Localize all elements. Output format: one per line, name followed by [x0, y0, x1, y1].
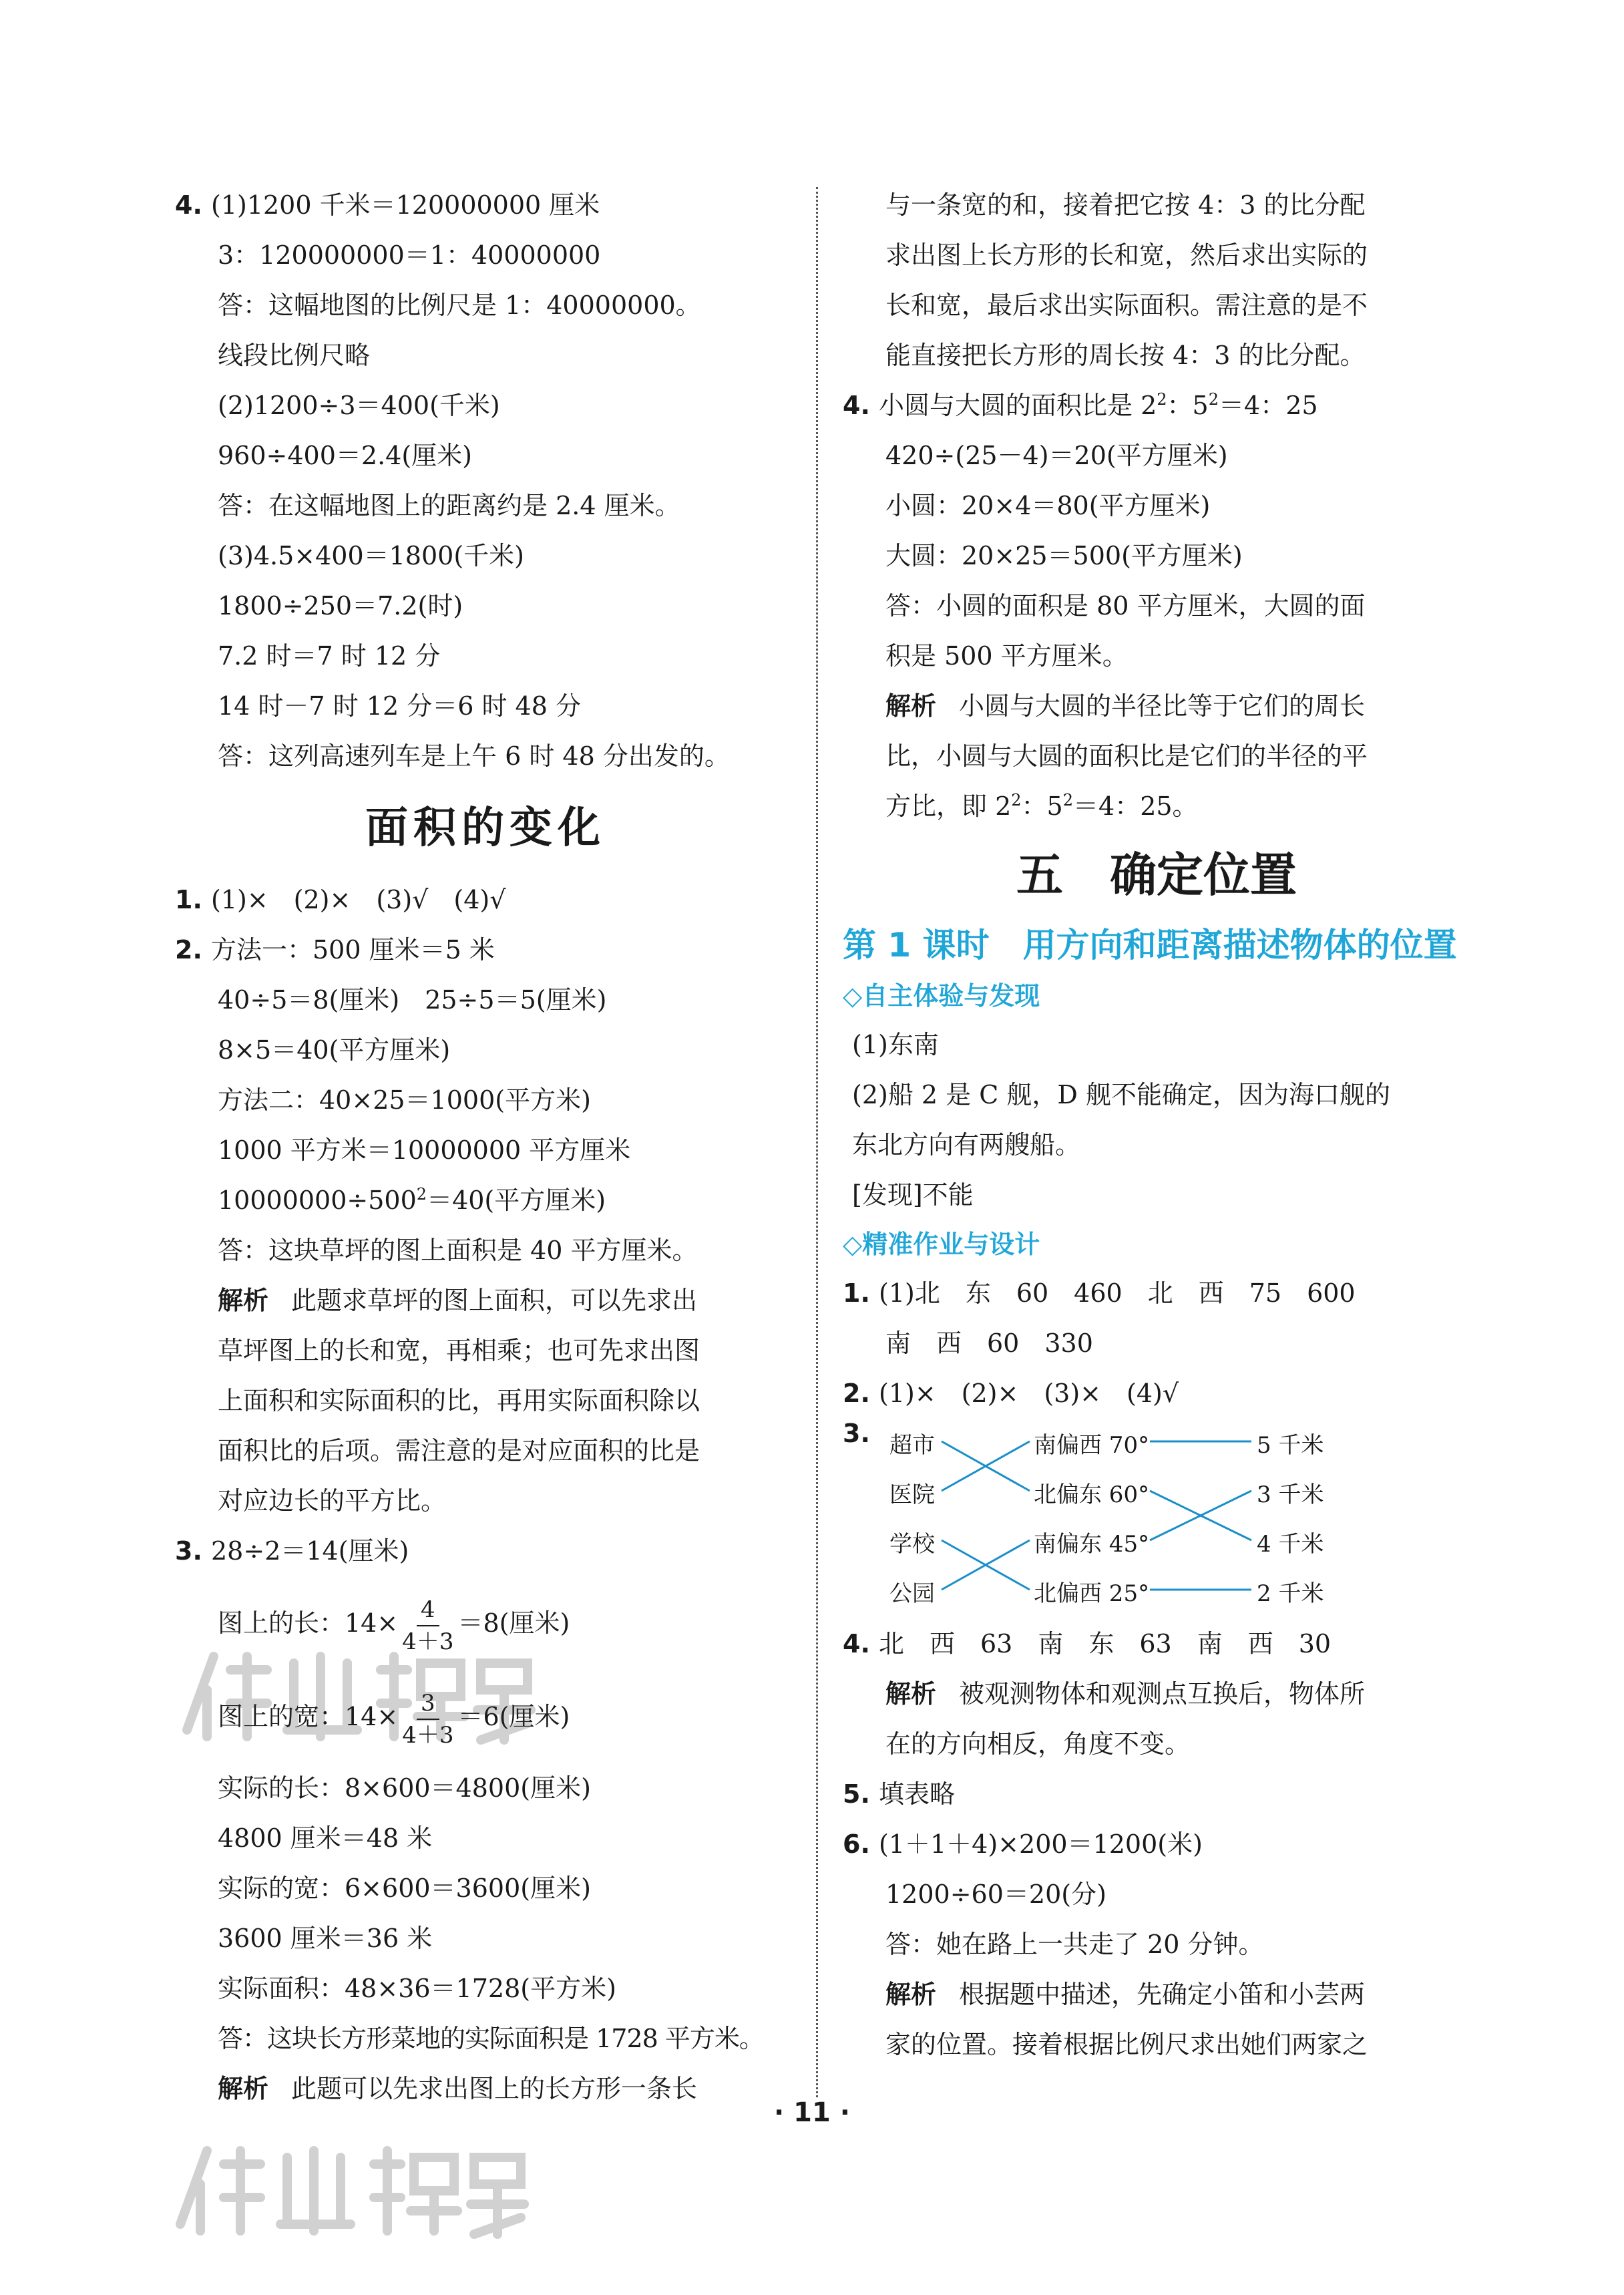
place-label: 医院 — [889, 1481, 935, 1508]
answer-line: 3：120000000＝1：40000000 — [218, 240, 601, 270]
line-text: ：5 — [1167, 391, 1209, 420]
subsection-heading: ◇精准作业与设计 — [843, 1230, 1040, 1259]
question-number: 3. — [175, 1536, 202, 1566]
line-text: 根据题中描述，先确定小笛和小芸两 — [959, 1980, 1366, 2009]
line-text: ：5 — [1021, 791, 1063, 821]
answer-line: 南 西 60 330 — [885, 1329, 1093, 1358]
analysis-line — [843, 1669, 1470, 1719]
answer-line: 14 时－7 时 12 分＝6 时 48 分 — [218, 691, 581, 721]
answer-line — [175, 1526, 796, 1576]
analysis-tag: 解析 — [885, 1980, 937, 2009]
question-number: 6. — [843, 1829, 870, 1859]
answer-line: 40÷5＝8(厘米) 25÷5＝5(厘米) — [218, 985, 607, 1015]
column-divider — [816, 187, 818, 2097]
analysis-tag: 解析 — [885, 1679, 937, 1709]
answer-line: 420÷(25－4)＝20(平方厘米) — [885, 441, 1228, 470]
chapter-title: 五 确定位置 — [1016, 848, 1297, 902]
answer-line — [175, 180, 796, 230]
right-column — [843, 180, 1470, 2070]
lesson-title: 第 1 课时 用方向和距离描述物体的位置 — [843, 926, 1457, 964]
direction-label: 北偏西 25° — [1034, 1580, 1150, 1607]
exponent: 2 — [1011, 791, 1022, 810]
answer-line: 方法二：40×25＝1000(平方米) — [218, 1085, 591, 1115]
question-number: 2. — [843, 1379, 870, 1408]
analysis-line: 在的方向相反，角度不变。 — [885, 1729, 1191, 1759]
line-text: 北 西 63 南 东 63 南 西 30 — [879, 1629, 1332, 1658]
line-text: 被观测物体和观测点互换后，物体所 — [959, 1679, 1366, 1709]
answer-line — [843, 1619, 1470, 1669]
analysis-line — [843, 1970, 1470, 2020]
question-number: 4. — [843, 1629, 870, 1658]
line-text: ＝4：25。 — [1073, 791, 1198, 821]
answer-line: 答：这列高速列车是上午 6 时 48 分出发的。 — [218, 741, 730, 771]
line-text: 填表略 — [879, 1779, 956, 1809]
answer-line: 1200÷60＝20(分) — [885, 1880, 1106, 1909]
exponent: 2 — [416, 1185, 427, 1204]
answer-line: 实际的宽：6×600＝3600(厘米) — [218, 1874, 591, 1903]
line-text: 此题求草坪的图上面积，可以先求出 — [291, 1286, 698, 1315]
answer-line: 答：这幅地图的比例尺是 1：40000000。 — [218, 291, 701, 320]
question-number: 4. — [843, 391, 870, 420]
answer-line — [843, 381, 1470, 431]
exponent: 2 — [1062, 791, 1074, 810]
answer-line: 答：这块草坪的图上面积是 40 平方厘米。 — [218, 1236, 698, 1265]
answer-line: (1)东南 — [852, 1030, 939, 1059]
watermark-logo — [167, 1630, 541, 1750]
analysis-line — [843, 781, 1470, 832]
question-number: 1. — [843, 1278, 870, 1308]
analysis-line: 家的位置。接着根据比例尺求出她们两家之 — [885, 2030, 1368, 2059]
line-text: 28÷2＝14(厘米) — [211, 1536, 409, 1566]
watermark-logo — [160, 2124, 534, 2244]
analysis-line: 面积比的后项。需注意的是对应面积的比是 — [218, 1436, 700, 1465]
answer-line: 答：小圆的面积是 80 平方厘米，大圆的面 — [885, 591, 1366, 621]
answer-line: 积是 500 平方厘米。 — [885, 641, 1128, 671]
answer-line: 实际的长：8×600＝4800(厘米) — [218, 1773, 591, 1803]
line-text: 小圆与大圆的半径比等于它们的周长 — [959, 691, 1366, 721]
line-text: ＝4：25 — [1219, 391, 1318, 420]
analysis-line: 能直接把长方形的周长按 4：3 的比分配。 — [885, 341, 1366, 370]
numerator: 3 — [417, 1688, 439, 1720]
direction-label: 南偏东 45° — [1034, 1531, 1150, 1558]
analysis-line: 求出图上长方形的长和宽，然后求出实际的 — [885, 240, 1368, 270]
place-label: 公园 — [889, 1580, 935, 1607]
answer-line: 答：她在路上一共走了 20 分钟。 — [885, 1930, 1264, 1959]
analysis-line: 比，小圆与大圆的面积比是它们的半径的平 — [885, 741, 1368, 771]
analysis-tag: 解析 — [885, 691, 937, 721]
analysis-line: 对应边长的平方比。 — [218, 1486, 447, 1516]
line-text: 小圆与大圆的面积比是 2 — [879, 391, 1157, 420]
answer-line: 3600 厘米＝36 米 — [218, 1924, 433, 1953]
answer-line — [175, 1176, 796, 1226]
direction-label: 北偏东 60° — [1034, 1481, 1150, 1508]
subsection-heading: ◇自主体验与发现 — [843, 981, 1040, 1011]
answer-line — [843, 1819, 1470, 1870]
line-text: ＝40(平方厘米) — [427, 1186, 606, 1215]
answer-line: 960÷400＝2.4(厘米) — [218, 441, 472, 470]
page-number: · 11 · — [774, 2097, 850, 2128]
answer-line: 1000 平方米＝10000000 平方厘米 — [218, 1135, 631, 1165]
distance-label: 4 千米 — [1257, 1531, 1324, 1558]
question-number: 4. — [175, 190, 202, 220]
answer-line — [843, 1369, 1470, 1419]
answer-line: 8×5＝40(平方厘米) — [218, 1035, 451, 1065]
line-text: (1)1200 千米＝120000000 厘米 — [211, 190, 600, 220]
line-text: 图上的长：14× — [218, 1608, 399, 1638]
denominator: 4＋3 — [402, 1628, 454, 1655]
distance-label: 5 千米 — [1257, 1432, 1324, 1459]
answer-line: (2)船 2 是 C 舰，D 舰不能确定，因为海口舰的 — [852, 1080, 1390, 1109]
line-text: 方法一：500 厘米＝5 米 — [211, 935, 495, 964]
answer-line: (2)1200÷3＝400(千米) — [218, 391, 500, 420]
answer-line: 大圆：20×25＝500(平方厘米) — [885, 541, 1243, 570]
answer-line — [175, 925, 796, 975]
place-label: 超市 — [889, 1432, 935, 1459]
analysis-line: 草坪图上的长和宽，再相乘；也可先求出图 — [218, 1336, 700, 1365]
answer-line: [发现]不能 — [852, 1180, 974, 1210]
answer-line: 实际面积：48×36＝1728(平方米) — [218, 1974, 616, 2003]
question-number: 1. — [175, 885, 202, 914]
line-text: ＝6(厘米) — [457, 1702, 570, 1731]
line-text: 方比，即 2 — [885, 791, 1012, 821]
question-number: 5. — [843, 1779, 870, 1809]
distance-label: 3 千米 — [1257, 1481, 1324, 1508]
matching-diagram — [843, 1419, 1470, 1619]
line-text: 此题可以先求出图上的长方形一条长 — [291, 2074, 698, 2103]
matching-lines — [843, 1419, 1350, 1619]
analysis-line: 长和宽，最后求出实际面积。需注意的是不 — [885, 291, 1368, 320]
line-text: (1＋1＋4)×200＝1200(米) — [879, 1829, 1203, 1859]
numerator: 4 — [417, 1594, 439, 1626]
answer-line: 线段比例尺略 — [218, 341, 371, 370]
analysis-line — [175, 1276, 796, 1326]
answer-line: 东北方向有两艘船。 — [852, 1130, 1081, 1160]
direction-label: 南偏西 70° — [1034, 1432, 1150, 1459]
answer-line: 4800 厘米＝48 米 — [218, 1823, 433, 1853]
denominator: 4＋3 — [402, 1721, 454, 1749]
answer-line — [843, 1268, 1470, 1318]
answer-line: 答：在这幅地图上的距离约是 2.4 厘米。 — [218, 491, 680, 520]
answer-line — [843, 1769, 1470, 1819]
answer-line: 答：这块长方形菜地的实际面积是 1728 平方米。 — [218, 2024, 764, 2053]
line-text: (1)北 东 60 460 北 西 75 600 — [879, 1278, 1356, 1308]
exponent: 2 — [1208, 390, 1219, 409]
left-column — [175, 180, 796, 2114]
answer-line: 7.2 时＝7 时 12 分 — [218, 641, 441, 671]
line-text: (1)× (2)× (3)× (4)√ — [879, 1379, 1179, 1408]
analysis-tag: 解析 — [218, 2074, 269, 2103]
analysis-line: 上面积和实际面积的比，再用实际面积除以 — [218, 1386, 700, 1415]
analysis-line: 与一条宽的和，接着把它按 4：3 的比分配 — [885, 190, 1366, 220]
answer-line: 小圆：20×4＝80(平方厘米) — [885, 491, 1211, 520]
answer-line — [175, 875, 796, 925]
line-text: ＝8(厘米) — [457, 1608, 570, 1638]
line-text: 10000000÷500 — [218, 1186, 417, 1215]
question-number: 2. — [175, 935, 202, 964]
answer-line: 1800÷250＝7.2(时) — [218, 591, 463, 621]
answer-line: (3)4.5×400＝1800(千米) — [218, 541, 524, 570]
analysis-line — [843, 681, 1470, 731]
analysis-tag: 解析 — [218, 1286, 269, 1315]
exponent: 2 — [1157, 390, 1167, 409]
section-title: 面积的变化 — [365, 804, 606, 853]
distance-label: 2 千米 — [1257, 1580, 1324, 1607]
line-text: (1)× (2)× (3)√ (4)√ — [211, 885, 506, 914]
question-number: 3. — [843, 1419, 870, 1448]
line-text: 图上的宽：14× — [218, 1702, 399, 1731]
place-label: 学校 — [889, 1531, 935, 1558]
